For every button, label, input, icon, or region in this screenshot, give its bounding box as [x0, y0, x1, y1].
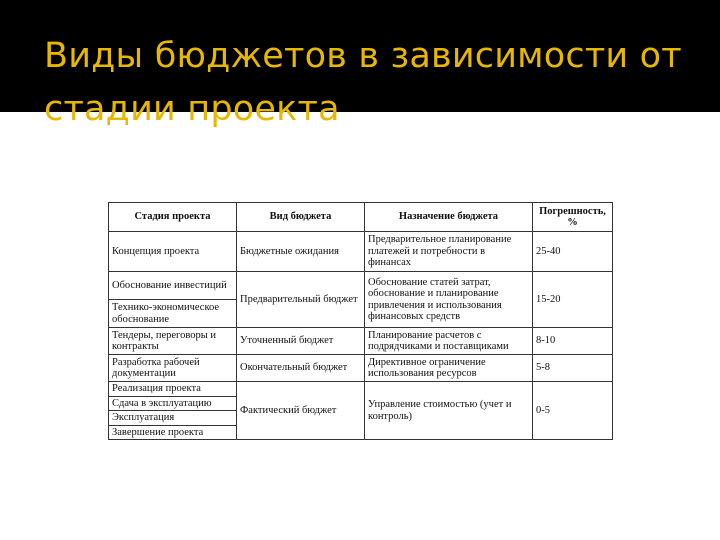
purpose-cell: Обоснование статей затрат, обоснование и планирование привлечения и использования финансовых средств	[365, 272, 533, 328]
stage-cell: Тендеры, переговоры и контракты	[109, 328, 237, 355]
header-budget-type: Вид бюджета	[237, 203, 365, 232]
header-stage: Стадия проекта	[109, 203, 237, 232]
table-header-row	[109, 203, 613, 232]
slide-title: Виды бюджетов в зависимости от стадии проекта	[44, 36, 682, 129]
stage-cell: Эксплуатация	[109, 411, 237, 426]
purpose-cell: Предварительное планирование платежей и потребности в финансах	[365, 232, 533, 272]
budget-type-cell: Предварительный бюджет	[237, 272, 365, 328]
error-cell: 25-40	[533, 232, 613, 272]
budget-table	[108, 202, 613, 440]
table-row	[109, 232, 613, 272]
budget-type-cell: Уточненный бюджет	[237, 328, 365, 355]
table-row	[109, 328, 613, 355]
stage-cell: Разработка рабочей документации	[109, 355, 237, 382]
error-cell: 0-5	[533, 382, 613, 440]
error-cell: 8-10	[533, 328, 613, 355]
error-cell: 5-8	[533, 355, 613, 382]
stage-cell: Реализация проекта	[109, 382, 237, 397]
header-purpose: Назначение бюджета	[365, 203, 533, 232]
stage-cell: Сдача в эксплуатацию	[109, 396, 237, 411]
table-row	[109, 382, 613, 397]
purpose-cell: Планирование расчетов с подрядчиками и поставщиками	[365, 328, 533, 355]
purpose-cell: Директивное ограничение использования ресурсов	[365, 355, 533, 382]
budget-type-cell: Окончательный бюджет	[237, 355, 365, 382]
budget-table-container	[108, 202, 612, 440]
stage-cell: Концепция проекта	[109, 232, 237, 272]
table-row	[109, 272, 613, 300]
purpose-cell: Управление стоимостью (учет и контроль)	[365, 382, 533, 440]
budget-type-cell: Бюджетные ожидания	[237, 232, 365, 272]
table-row	[109, 355, 613, 382]
stage-cell: Технико-экономическое обоснование	[109, 300, 237, 328]
error-cell: 15-20	[533, 272, 613, 328]
budget-type-cell: Фактический бюджет	[237, 382, 365, 440]
stage-cell: Завершение проекта	[109, 425, 237, 440]
header-error: Погрешность, %	[533, 203, 613, 232]
stage-cell: Обоснование инвестиций	[109, 272, 237, 300]
